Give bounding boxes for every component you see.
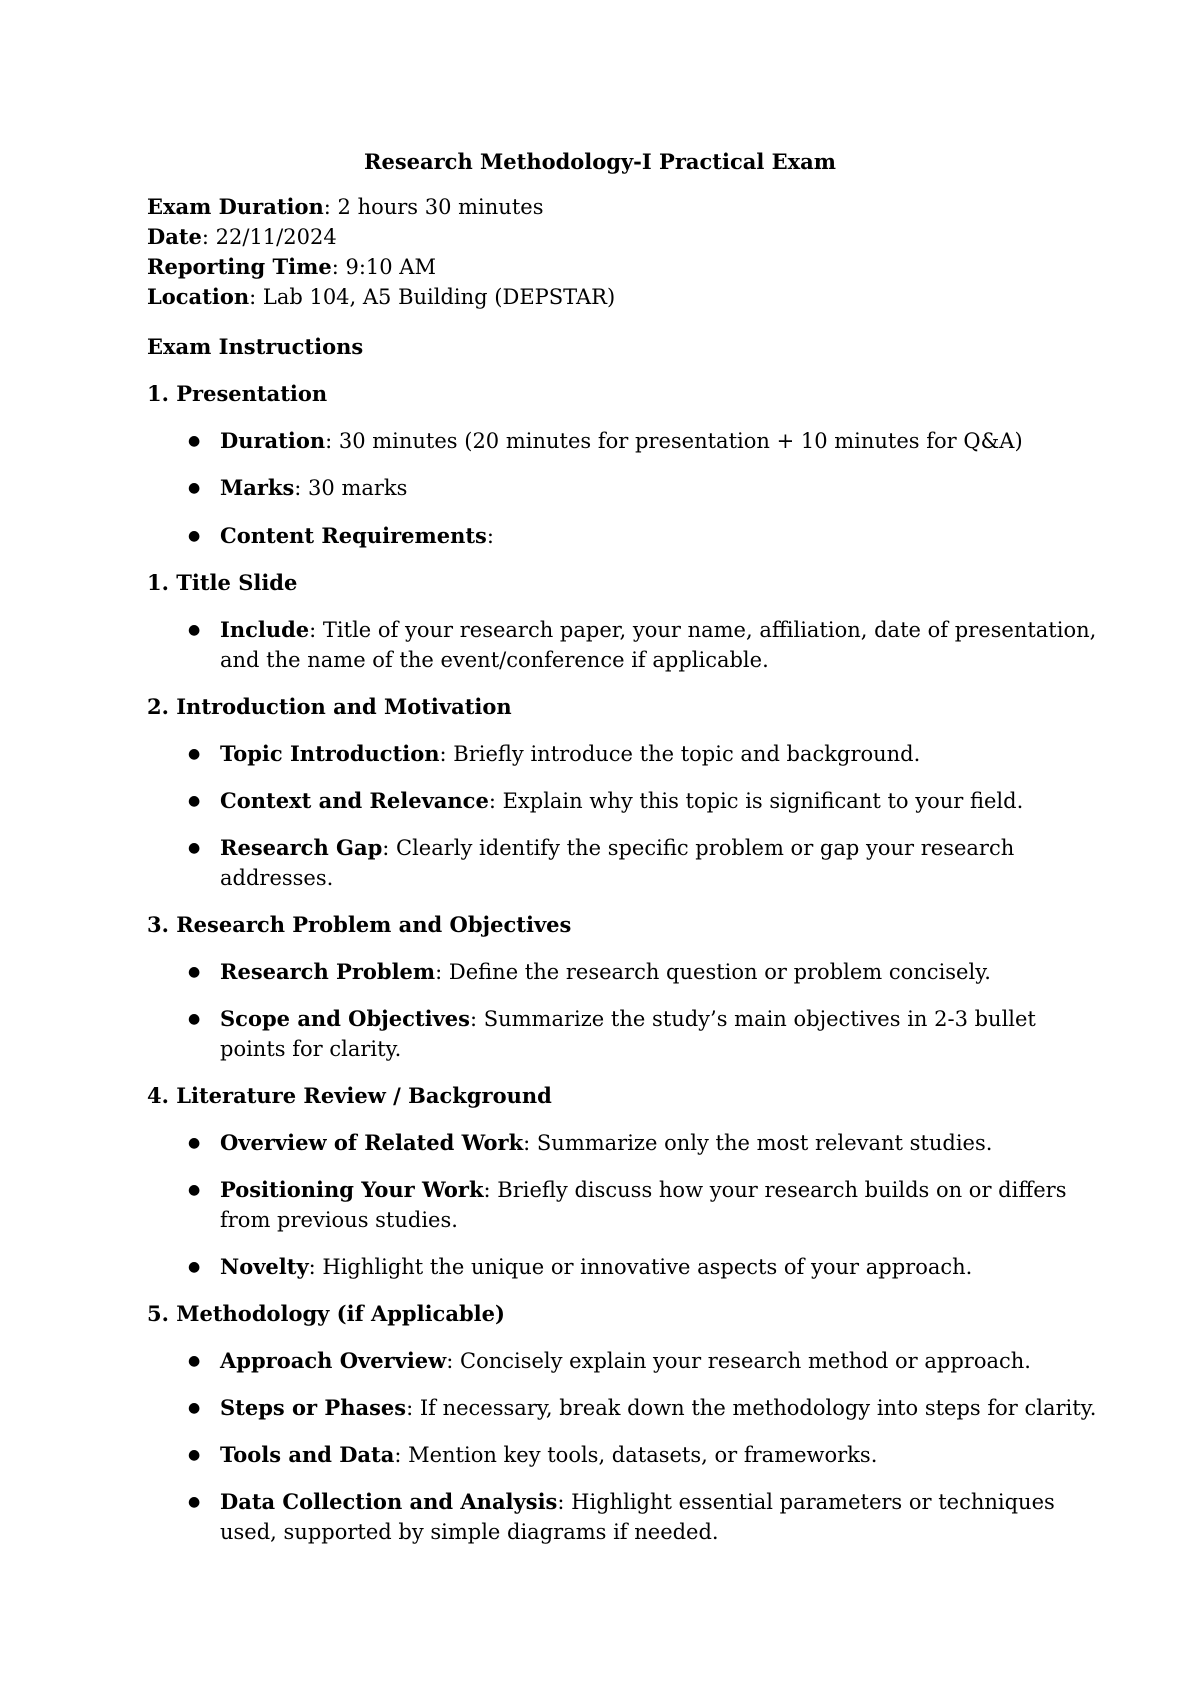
- meta-date: [147, 222, 615, 252]
- meta-location: [147, 282, 615, 312]
- item-label: Tools and Data: [220, 1442, 395, 1467]
- item-text: : Explain why this topic is significant to your field.: [488, 789, 1024, 813]
- list-item-text: [220, 521, 494, 551]
- meta-label: Exam Duration: [147, 194, 324, 219]
- bullet-icon: ●: [188, 480, 201, 496]
- item-text: : Highlight essential parameters or techniques: [557, 1490, 1055, 1514]
- meta-exam-duration: [147, 192, 615, 222]
- bullet-icon: ●: [188, 964, 201, 980]
- item-text: : Summarize only the most relevant studies.: [523, 1131, 993, 1155]
- item-text: : Briefly introduce the topic and background.: [439, 742, 921, 766]
- list-item-text: [220, 1346, 1031, 1376]
- bullet-icon: ●: [188, 1011, 201, 1027]
- meta-label: Reporting Time: [147, 254, 332, 279]
- item-label: Approach Overview: [220, 1348, 447, 1373]
- item-text-continued: points for clarity.: [220, 1037, 402, 1061]
- bullet-icon: ●: [188, 1494, 201, 1510]
- section-heading-title-slide: 1. Title Slide: [147, 570, 298, 595]
- item-label: Positioning Your Work: [220, 1177, 484, 1202]
- bullet-icon: ●: [188, 1447, 201, 1463]
- item-text: : Briefly discuss how your research builds on or differs: [483, 1178, 1067, 1202]
- list-item-text: [220, 426, 1023, 456]
- item-text-continued: used, supported by simple diagrams if needed.: [220, 1520, 719, 1544]
- meta-value: : 22/11/2024: [201, 225, 337, 249]
- item-label: Scope and Objectives: [220, 1006, 470, 1031]
- list-item-text: [220, 473, 407, 503]
- meta-value: : 9:10 AM: [331, 255, 436, 279]
- item-label: Data Collection and Analysis: [220, 1489, 558, 1514]
- item-text-continued: addresses.: [220, 866, 334, 890]
- meta-value: : 2 hours 30 minutes: [323, 195, 544, 219]
- item-text-continued: and the name of the event/conference if applicable.: [220, 648, 769, 672]
- list-item-text: [220, 1004, 1036, 1034]
- item-text-continued: from previous studies.: [220, 1208, 458, 1232]
- item-text: : 30 marks: [294, 476, 408, 500]
- list-item-text: [220, 786, 1023, 816]
- bullet-icon: ●: [188, 1400, 201, 1416]
- item-text: : 30 minutes (20 minutes for presentation + 10 minutes for Q&A): [325, 429, 1023, 453]
- bullet-icon: ●: [188, 746, 201, 762]
- instructions-heading: Exam Instructions: [147, 334, 364, 359]
- item-label: Marks: [220, 475, 295, 500]
- item-label: Steps or Phases: [220, 1395, 407, 1420]
- item-text: : Highlight the unique or innovative aspects of your approach.: [308, 1255, 973, 1279]
- list-item-text: [220, 957, 991, 987]
- item-text: : Define the research question or problem concisely.: [435, 960, 991, 984]
- item-label: Topic Introduction: [220, 741, 440, 766]
- bullet-icon: ●: [188, 793, 201, 809]
- bullet-icon: ●: [188, 528, 201, 544]
- meta-label: Location: [147, 284, 250, 309]
- meta-reporting-time: [147, 252, 615, 282]
- list-item-text: [220, 833, 1014, 863]
- bullet-icon: ●: [188, 1182, 201, 1198]
- item-text: : Title of your research paper, your name, affiliation, date of presentation,: [309, 618, 1097, 642]
- bullet-icon: ●: [188, 840, 201, 856]
- item-label: Overview of Related Work: [220, 1130, 524, 1155]
- section-heading-research-problem: 3. Research Problem and Objectives: [147, 912, 572, 937]
- item-label: Novelty: [220, 1254, 309, 1279]
- item-label: Content Requirements: [220, 523, 487, 548]
- item-label: Include: [220, 617, 310, 642]
- exam-meta: [147, 192, 615, 312]
- bullet-icon: ●: [188, 433, 201, 449]
- bullet-icon: ●: [188, 1259, 201, 1275]
- meta-value: : Lab 104, A5 Building (DEPSTAR): [249, 285, 616, 309]
- section-heading-literature-review: 4. Literature Review / Background: [147, 1083, 552, 1108]
- section-heading-presentation: 1. Presentation: [147, 381, 328, 406]
- meta-label: Date: [147, 224, 202, 249]
- list-item-text: [220, 1175, 1066, 1205]
- list-item-text: [220, 1487, 1055, 1517]
- item-label: Duration: [220, 428, 326, 453]
- list-item-text: [220, 739, 920, 769]
- item-text: : Summarize the study’s main objectives in 2-3 bullet: [469, 1007, 1036, 1031]
- item-text: :: [486, 524, 494, 548]
- section-heading-methodology: 5. Methodology (if Applicable): [147, 1301, 505, 1326]
- bullet-icon: ●: [188, 1135, 201, 1151]
- bullet-icon: ●: [188, 622, 201, 638]
- list-item-text: [220, 1128, 992, 1158]
- page-title: Research Methodology-I Practical Exam: [364, 149, 836, 174]
- item-text: : If necessary, break down the methodology into steps for clarity.: [406, 1396, 1097, 1420]
- item-label: Research Gap: [220, 835, 383, 860]
- section-heading-introduction: 2. Introduction and Motivation: [147, 694, 512, 719]
- list-item-text: [220, 1393, 1096, 1423]
- item-label: Research Problem: [220, 959, 436, 984]
- list-item-text: [220, 1440, 877, 1470]
- item-label: Context and Relevance: [220, 788, 489, 813]
- item-text: : Concisely explain your research method or approach.: [446, 1349, 1031, 1373]
- item-text: : Clearly identify the specific problem or gap your research: [382, 836, 1015, 860]
- item-text: : Mention key tools, datasets, or frameworks.: [394, 1443, 878, 1467]
- list-item-text: [220, 1252, 972, 1282]
- bullet-icon: ●: [188, 1353, 201, 1369]
- list-item-text: [220, 615, 1096, 645]
